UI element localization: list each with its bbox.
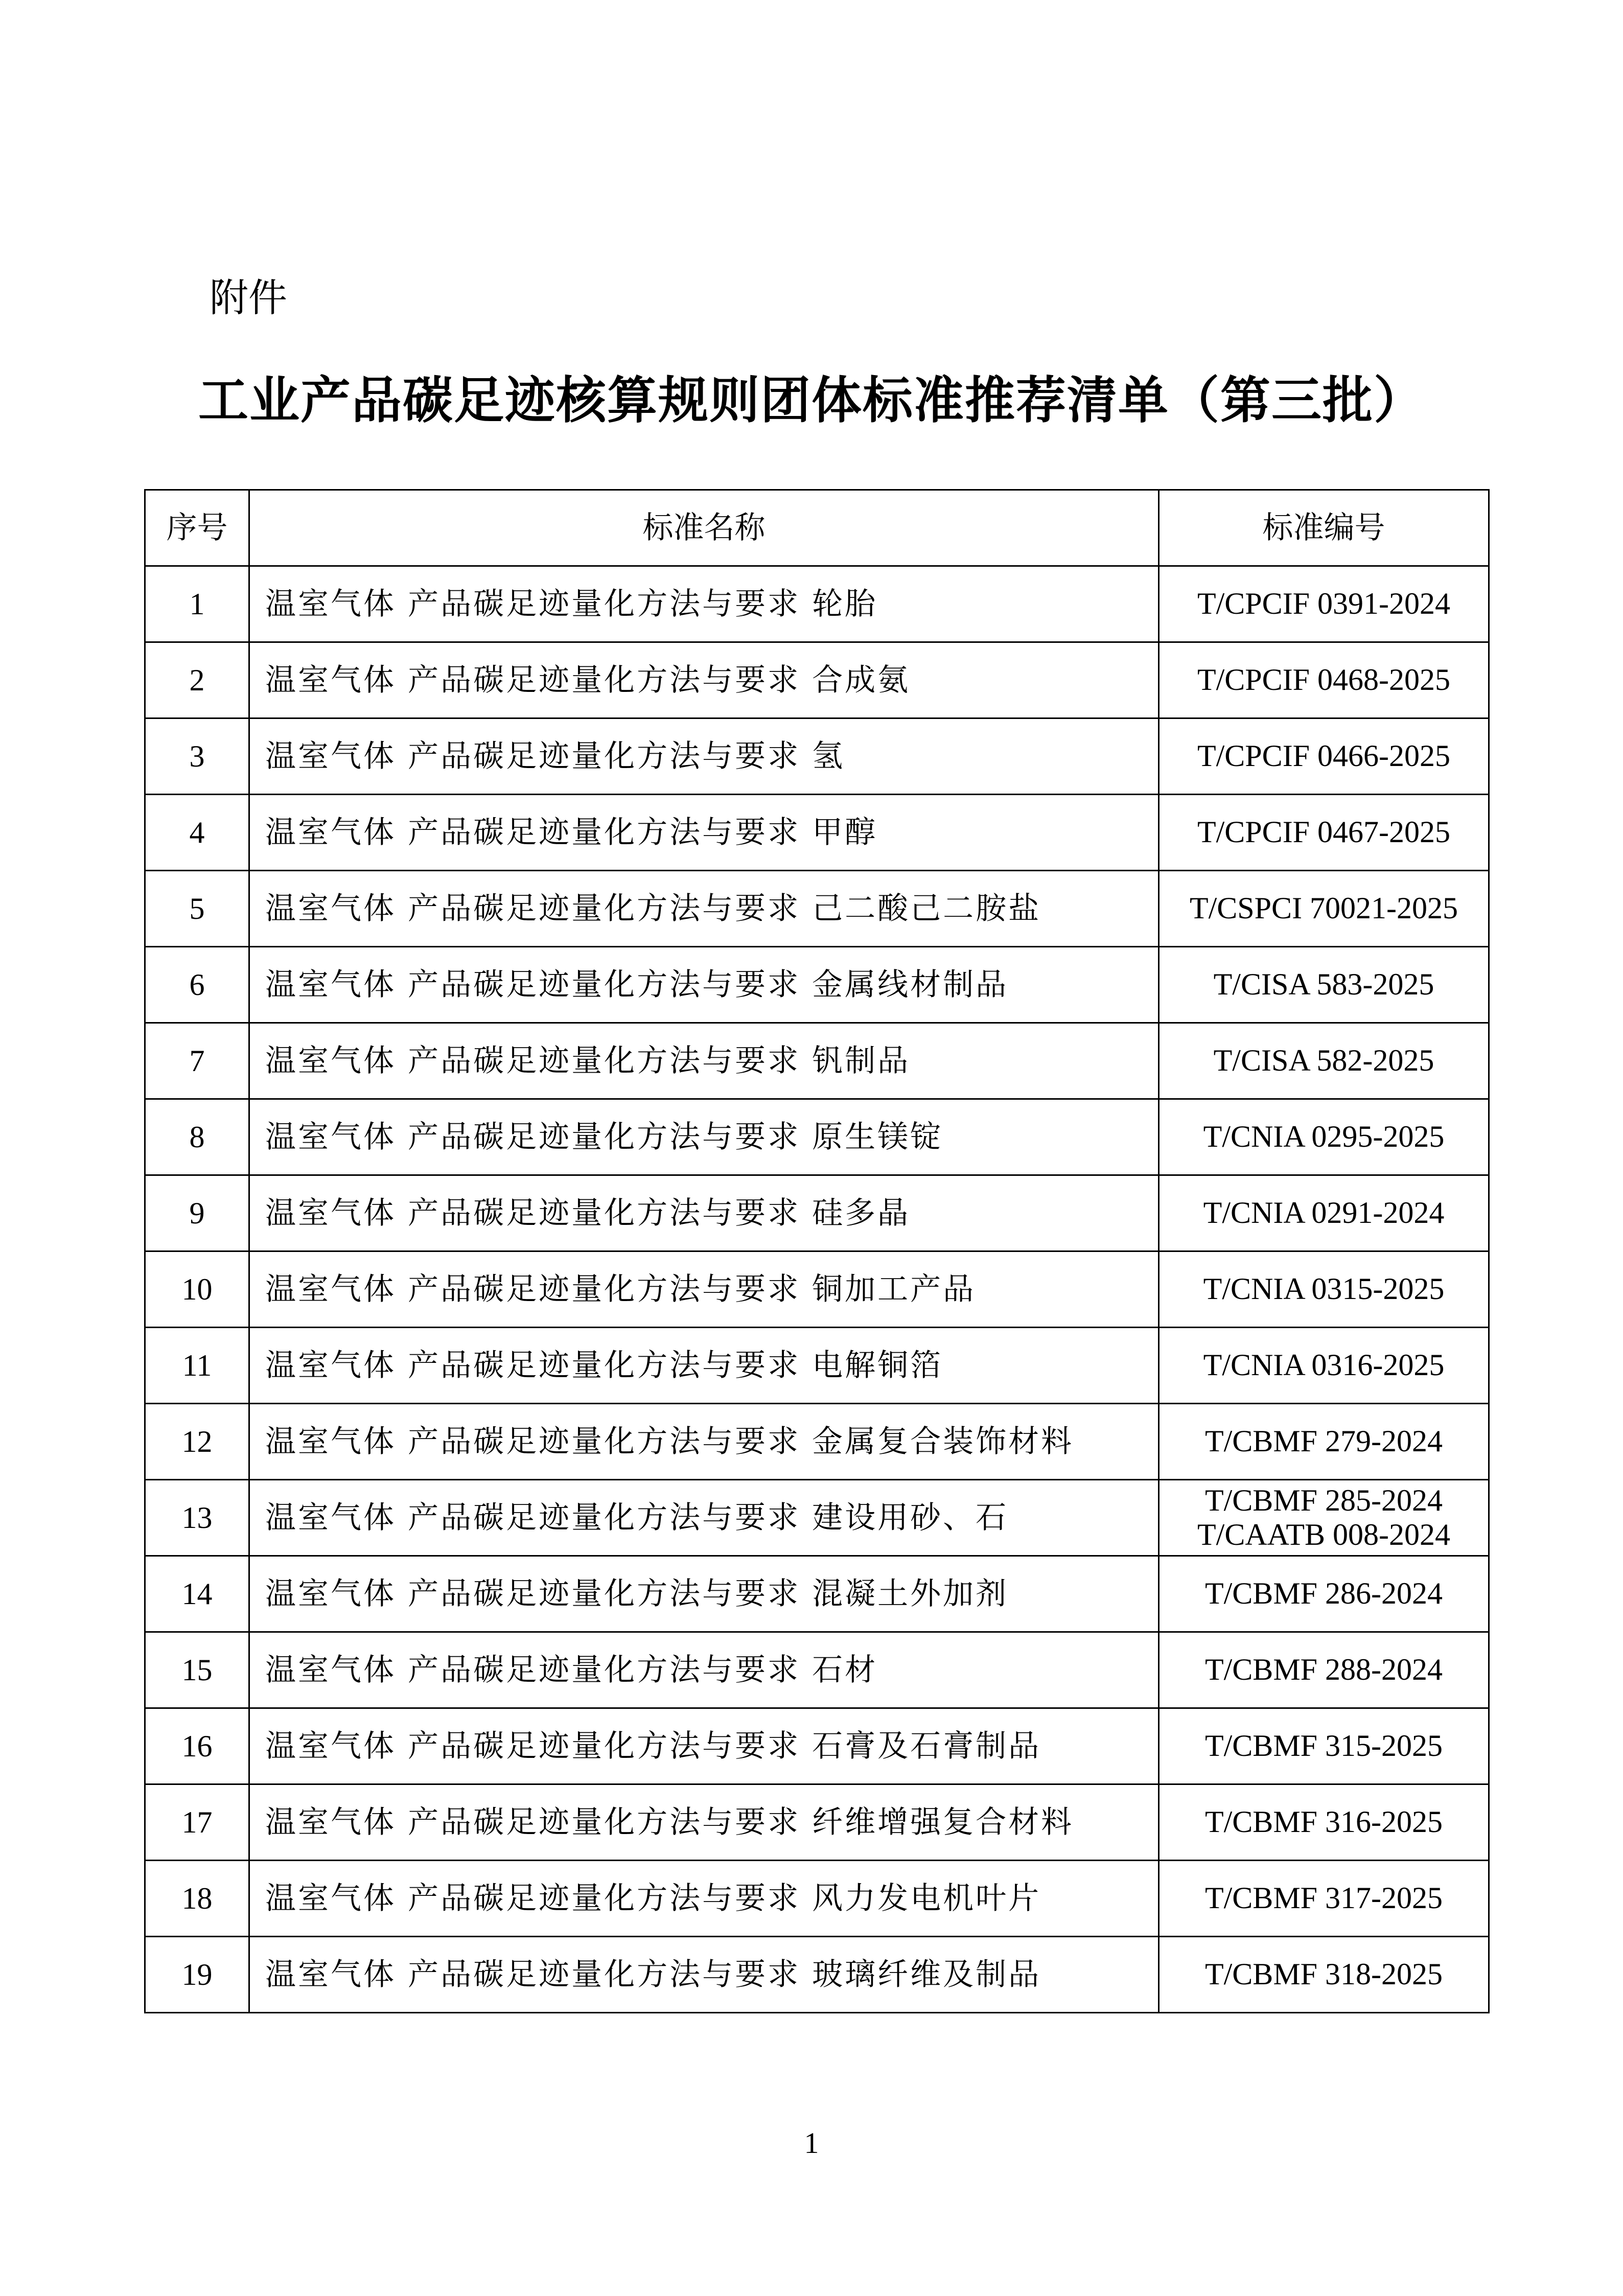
standard-code-line: T/CPCIF 0391-2024 (1197, 587, 1451, 621)
row-index: 1 (145, 566, 249, 642)
table-row (145, 1328, 1489, 1404)
row-index: 2 (145, 642, 249, 718)
standard-code-line: T/CNIA 0291-2024 (1203, 1196, 1445, 1230)
header-index: 序号 (145, 490, 249, 566)
table-row (145, 1937, 1489, 2013)
row-index: 3 (145, 718, 249, 795)
header-name: 标准名称 (249, 490, 1159, 566)
row-index: 13 (145, 1480, 249, 1556)
standard-name: 温室气体 产品碳足迹量化方法与要求 风力发电机叶片 (249, 1861, 1159, 1937)
standard-code-line: T/CPCIF 0468-2025 (1197, 663, 1451, 697)
table-row (145, 947, 1489, 1023)
table-row (145, 871, 1489, 947)
standard-code (1159, 947, 1489, 1023)
standard-code (1159, 1023, 1489, 1099)
row-index: 8 (145, 1099, 249, 1175)
row-index: 19 (145, 1937, 249, 2013)
standard-name: 温室气体 产品碳足迹量化方法与要求 玻璃纤维及制品 (249, 1937, 1159, 2013)
standard-code (1159, 1175, 1489, 1251)
standard-name: 温室气体 产品碳足迹量化方法与要求 己二酸己二胺盐 (249, 871, 1159, 947)
standard-name: 温室气体 产品碳足迹量化方法与要求 混凝土外加剂 (249, 1556, 1159, 1632)
standard-name: 温室气体 产品碳足迹量化方法与要求 氢 (249, 718, 1159, 795)
row-index: 14 (145, 1556, 249, 1632)
row-index: 5 (145, 871, 249, 947)
standard-name: 温室气体 产品碳足迹量化方法与要求 原生镁锭 (249, 1099, 1159, 1175)
standard-name: 温室气体 产品碳足迹量化方法与要求 建设用砂、石 (249, 1480, 1159, 1556)
table-row (145, 1099, 1489, 1175)
standard-code-line: T/CSPCI 70021-2025 (1189, 891, 1458, 925)
table-row (145, 1632, 1489, 1708)
standard-code-line: T/CBMF 315-2025 (1204, 1729, 1443, 1763)
standard-code (1159, 795, 1489, 871)
standard-code (1159, 1328, 1489, 1404)
row-index: 10 (145, 1251, 249, 1328)
row-index: 9 (145, 1175, 249, 1251)
row-index: 16 (145, 1708, 249, 1784)
standard-name: 温室气体 产品碳足迹量化方法与要求 合成氨 (249, 642, 1159, 718)
standard-name: 温室气体 产品碳足迹量化方法与要求 硅多晶 (249, 1175, 1159, 1251)
row-index: 6 (145, 947, 249, 1023)
row-index: 12 (145, 1404, 249, 1480)
standard-code-line: T/CPCIF 0466-2025 (1197, 739, 1451, 773)
row-index: 7 (145, 1023, 249, 1099)
attachment-label: 附件 (210, 275, 287, 320)
table-header-row (145, 490, 1489, 566)
standard-code (1159, 1099, 1489, 1175)
document-title: 工业产品碳足迹核算规则团体标准推荐清单（第三批） (198, 372, 1425, 430)
standard-code (1159, 1480, 1489, 1556)
standard-name: 温室气体 产品碳足迹量化方法与要求 石材 (249, 1632, 1159, 1708)
table-row (145, 1404, 1489, 1480)
standard-code (1159, 1861, 1489, 1937)
standard-name: 温室气体 产品碳足迹量化方法与要求 钒制品 (249, 1023, 1159, 1099)
standard-name: 温室气体 产品碳足迹量化方法与要求 电解铜箔 (249, 1328, 1159, 1404)
standard-code (1159, 566, 1489, 642)
standard-code-line: T/CBMF 279-2024 (1204, 1424, 1443, 1458)
standard-code-line: T/CNIA 0295-2025 (1203, 1120, 1445, 1154)
header-code: 标准编号 (1159, 490, 1489, 566)
table-row (145, 642, 1489, 718)
standard-code-line: T/CNIA 0315-2025 (1203, 1272, 1445, 1306)
standard-code-line: T/CISA 583-2025 (1213, 967, 1434, 1002)
standard-code (1159, 1708, 1489, 1784)
standard-name: 温室气体 产品碳足迹量化方法与要求 甲醇 (249, 795, 1159, 871)
row-index: 18 (145, 1861, 249, 1937)
table-row (145, 1784, 1489, 1861)
table-row (145, 1708, 1489, 1784)
standard-code (1159, 1404, 1489, 1480)
standard-code-line: T/CBMF 285-2024 (1204, 1483, 1443, 1517)
table-row (145, 795, 1489, 871)
standard-code (1159, 1784, 1489, 1861)
standard-code (1159, 1556, 1489, 1632)
standards-table (144, 489, 1490, 2013)
table-row (145, 1023, 1489, 1099)
table-row (145, 1861, 1489, 1937)
table-row (145, 1251, 1489, 1328)
standard-name: 温室气体 产品碳足迹量化方法与要求 石膏及石膏制品 (249, 1708, 1159, 1784)
standard-code-line: T/CBMF 317-2025 (1204, 1881, 1443, 1915)
standard-code-line: T/CISA 582-2025 (1213, 1043, 1434, 1078)
standard-name: 温室气体 产品碳足迹量化方法与要求 金属线材制品 (249, 947, 1159, 1023)
standard-name: 温室气体 产品碳足迹量化方法与要求 金属复合装饰材料 (249, 1404, 1159, 1480)
table-row (145, 718, 1489, 795)
row-index: 11 (145, 1328, 249, 1404)
row-index: 17 (145, 1784, 249, 1861)
standard-code (1159, 1632, 1489, 1708)
table-row (145, 1175, 1489, 1251)
standard-name: 温室气体 产品碳足迹量化方法与要求 轮胎 (249, 566, 1159, 642)
standard-code-line: T/CAATB 008-2024 (1197, 1518, 1450, 1551)
standard-name: 温室气体 产品碳足迹量化方法与要求 纤维增强复合材料 (249, 1784, 1159, 1861)
standard-code (1159, 1251, 1489, 1328)
row-index: 15 (145, 1632, 249, 1708)
standard-name: 温室气体 产品碳足迹量化方法与要求 铜加工产品 (249, 1251, 1159, 1328)
standard-code-line: T/CBMF 286-2024 (1204, 1576, 1443, 1611)
table-row (145, 566, 1489, 642)
table-row (145, 1480, 1489, 1556)
standard-code-line: T/CPCIF 0467-2025 (1197, 815, 1451, 849)
standard-code-line: T/CNIA 0316-2025 (1203, 1348, 1445, 1382)
row-index: 4 (145, 795, 249, 871)
standard-code-line: T/CBMF 318-2025 (1204, 1957, 1443, 1991)
table-row (145, 1556, 1489, 1632)
standard-code-line: T/CBMF 288-2024 (1204, 1653, 1443, 1687)
standard-code (1159, 642, 1489, 718)
standard-code (1159, 718, 1489, 795)
standard-code-line: T/CBMF 316-2025 (1204, 1805, 1443, 1839)
page-number: 1 (804, 2126, 819, 2160)
standard-code (1159, 1937, 1489, 2013)
standard-code (1159, 871, 1489, 947)
